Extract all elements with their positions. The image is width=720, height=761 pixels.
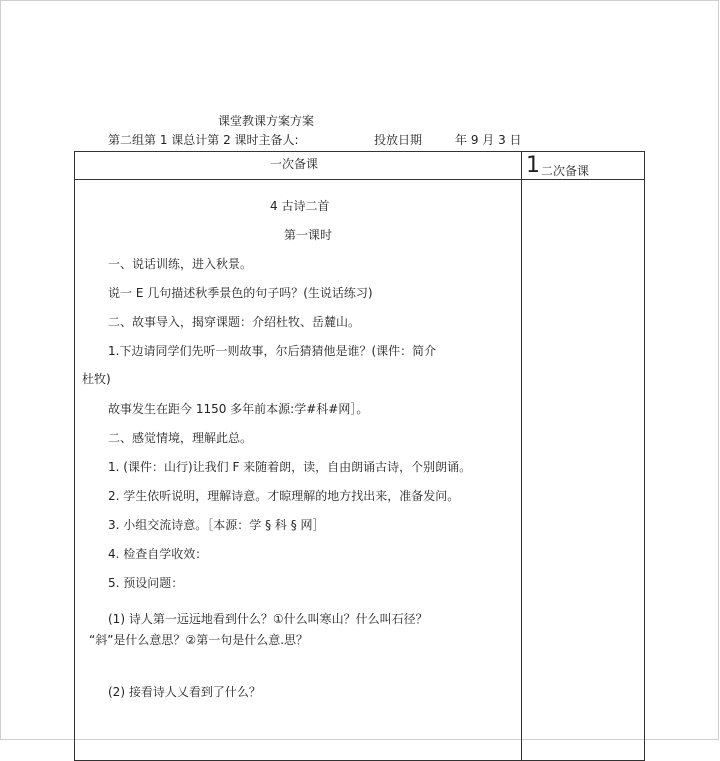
- list-item: 4. 检查自学收效：: [108, 547, 208, 561]
- section-number: 1: [526, 153, 540, 178]
- header-date: 年 9 月 3 日: [455, 133, 522, 147]
- document-title: 课堂教课方案方案: [218, 114, 315, 128]
- paragraph: 二、故事导入，揭穿课题：介绍杜牧、岳麓山。: [108, 315, 361, 329]
- lesson-plan-table: [74, 151, 645, 761]
- paragraph: 说一 E 几句描述秋季景色的句子吗？(生说话练习): [108, 286, 373, 300]
- list-item: 2. 学生依听说明，理解诗意。才晾理解的地方找出来，准备发问。: [108, 489, 460, 503]
- second-prep-content: [522, 180, 645, 761]
- period-label: 第一课时: [284, 228, 333, 242]
- question-item: (1) 诗人第一远远地看到什么？①什么叫寒山？什么叫石径？: [108, 612, 428, 626]
- paragraph: 二、感觉情境，理解此总。: [108, 431, 253, 445]
- paragraph: 故事发生在距今 1150 多年前本源:学#科#网］。: [108, 402, 369, 416]
- second-prep-label: 二次备课: [541, 164, 590, 178]
- header-date-label: 投放日期: [374, 133, 423, 147]
- question-continuation: “斜”是什么意思？②第一句是什么意.思？: [89, 633, 309, 647]
- question-item: (2) 接看诗人乂看到了什么？: [108, 685, 261, 699]
- list-item: 1. (课件：山行)让我们 F 来随着朗，读，自由朗诵古诗，个别朗诵。: [108, 460, 472, 474]
- first-prep-header: [75, 152, 522, 180]
- paragraph: 一、说话训练，进入秋景。: [108, 257, 253, 271]
- lesson-title: 4 古诗二首: [270, 199, 330, 213]
- paragraph-continuation: 杜牧): [82, 372, 111, 386]
- list-item: 3. 小组交流诗意。［本源：学 § 科 § 网］: [108, 518, 325, 532]
- second-prep-header: [522, 152, 645, 180]
- list-item: 5. 预设问题：: [108, 576, 184, 590]
- first-prep-label: 一次备课: [270, 157, 319, 171]
- header-group-info: 第二组第 1 课总计第 2 课时主备人:: [108, 133, 299, 147]
- paragraph: 1.下边请同学们先听一则故事，尔后猜猜他是谁？(课件：简介: [108, 344, 437, 358]
